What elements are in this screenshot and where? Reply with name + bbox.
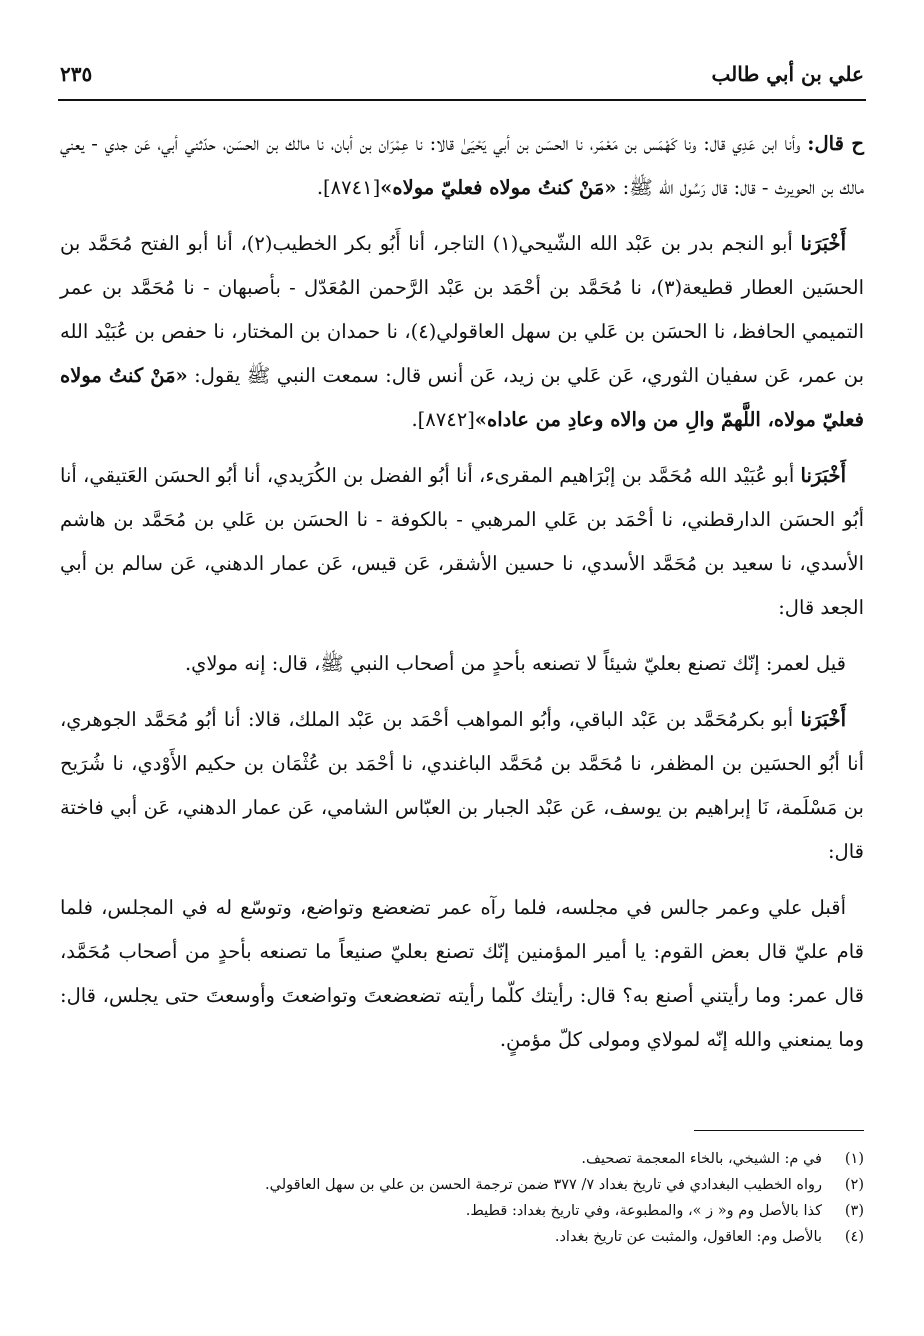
footnote-text: في م: الشيخي، بالخاء المعجمة تصحيف. [581, 1151, 822, 1167]
footnote-number: (٢) [844, 1177, 864, 1193]
paragraph-lead: أَخْبَرَنا [800, 232, 846, 255]
paragraph-text: أقبل علي وعمر جالس في مجلسه، فلما رآه عمر تضعضع وتواضع، وتوسّع له في المجلس، فلما قام عليّ قال بعض القوم: يا أمير المؤمنين إنّك تصنع بعليّ صنيعاً ما تصنعه بأحدٍ من أصحاب مُحَمَّد، قال عمر: وما رأيتني أصنع به؟ قال: رأيتك كلّما رأيته تضعضعتَ وتواضعتَ وأوسعتَ حتى يجلس، قال: وما يمنعني والله إنّه لمولاي ومولى كلّ مؤمنٍ. [60, 896, 864, 1051]
footnote [60, 1172, 864, 1198]
paragraph [60, 454, 864, 630]
running-title: علي بن أبي طالب [711, 62, 864, 86]
footnote [60, 1146, 864, 1172]
paragraph [60, 886, 864, 1062]
page-number: ٢٣٥ [60, 62, 93, 86]
paragraph-text: أبو بكرمُحَمَّد بن عَبْد الباقي، وأبُو المواهب أحْمَد بن عَبْد الملك، قالا: أنا أبُو مُحَمَّد الجوهري، أنا أبُو الحسَين بن المظفر، نا مُحَمَّد بن مُحَمَّد الباغندي، نا أحْمَد بن عُثْمَان بن حكيم الأَوْدي، نا شُرَيح بن مَسْلَمة، نَا إبراهيم بن يوسف، عَن عَبْد الجبار بن العبّاس الشامي، عَن عمار الدهني، عَن أبي فاختة قال: [60, 708, 864, 863]
footnotes [60, 1146, 864, 1250]
main-text [60, 122, 864, 1074]
header-rule [58, 99, 866, 101]
footnote-text: كذا بالأصل وم و« ز »، والمطبوعة، وفي تاريخ بغداد: قطيط. [465, 1203, 822, 1219]
paragraph-text: قيل لعمر: إنّك تصنع بعليّ شيئاً لا تصنعه بأحدٍ من أصحاب النبي ﷺ، قال: إنه مولاي. [184, 652, 846, 675]
paragraph [60, 698, 864, 874]
footnote-number: (١) [844, 1151, 864, 1167]
footnote [60, 1224, 864, 1250]
footnote-text: رواه الخطيب البغدادي في تاريخ بغداد ٧/ ٣٧٧ ضمن ترجمة الحسن بن علي بن سهل العاقولي. [265, 1177, 822, 1193]
paragraph [60, 122, 864, 210]
paragraph-lead: أَخْبَرَنا [800, 464, 846, 487]
paragraph-text: أبو النجم بدر بن عَبْد الله الشّيحي(١) التاجر، أنا أَبُو بكر الخطيب(٢)، أنا أبو الفتح مُحَمَّد بن الحسَين العطار قطيعة(٣)، نا مُحَمَّد بن أحْمَد بن عَبْد الرَّحمن المُعَدّل - بأصبهان - نا مُحَمَّد بن عمر التميمي الحافظ، نا الحسَن بن عَلي بن سهل العاقولي(٤)، نا حمدان بن المختار، نا حفص بن عُبَيْد الله بن عمر، عَن سفيان الثوري، عَن عَلي بن زيد، عَن أنس قال: سمعت النبي ﷺ يقول: [60, 232, 864, 387]
reference-number: [٨٧٤١]. [316, 176, 381, 199]
paragraph [60, 642, 864, 686]
footnote-text: بالأصل وم: العاقول، والمثبت عن تاريخ بغداد. [554, 1229, 822, 1245]
footnote-rule [694, 1130, 864, 1131]
hadith-quote: «مَنْ كنتُ مولاه فعليّ مولاه، اللَّهمّ والِ من والاه وعادِ من عاداه» [60, 364, 864, 431]
footnote-number: (٤) [844, 1229, 864, 1245]
paragraph-text: وأنا ابن عَدِي قال: ونا كَهْمَس بن مَعْمَر، نا الحسَن بن أبي يَحْيَىٰ قالا: نا عِمْرَان بن أبان، نا مالك بن الحسَن، حدّثني أبي، عَن جدي - يعني مالك بن الحويرث - قال: قال رَسُول الله ﷺ: [60, 132, 864, 199]
hadith-quote: «مَنْ كنتُ مولاه فعليّ مولاه» [380, 176, 617, 199]
footnote [60, 1198, 864, 1224]
paragraph [60, 222, 864, 442]
footnote-number: (٣) [844, 1203, 864, 1219]
paragraph-text: أبو عُبَيْد الله مُحَمَّد بن إبْرَاهيم المقرىء، أنا أبُو الفضل بن الكُرَيدي، أنا أبُو الحسَن العَتيقي، أنا أبُو الحسَن الدارقطني، نا أحْمَد بن عَلي المرهبي - بالكوفة - نا الحسَن بن عَلي بن مُحَمَّد بن هاشم الأسدي، نا سعيد بن مُحَمَّد الأسدي، نا حسين الأشقر، عَن قيس، عَن عمار الدهني، عَن سالم بن أبي الجعد قال: [60, 464, 864, 619]
paragraph-lead: ح قال: [807, 132, 864, 155]
paragraph-lead: أَخْبَرَنا [800, 708, 846, 731]
running-header [60, 52, 864, 96]
reference-number: [٨٧٤٢]. [411, 408, 475, 431]
